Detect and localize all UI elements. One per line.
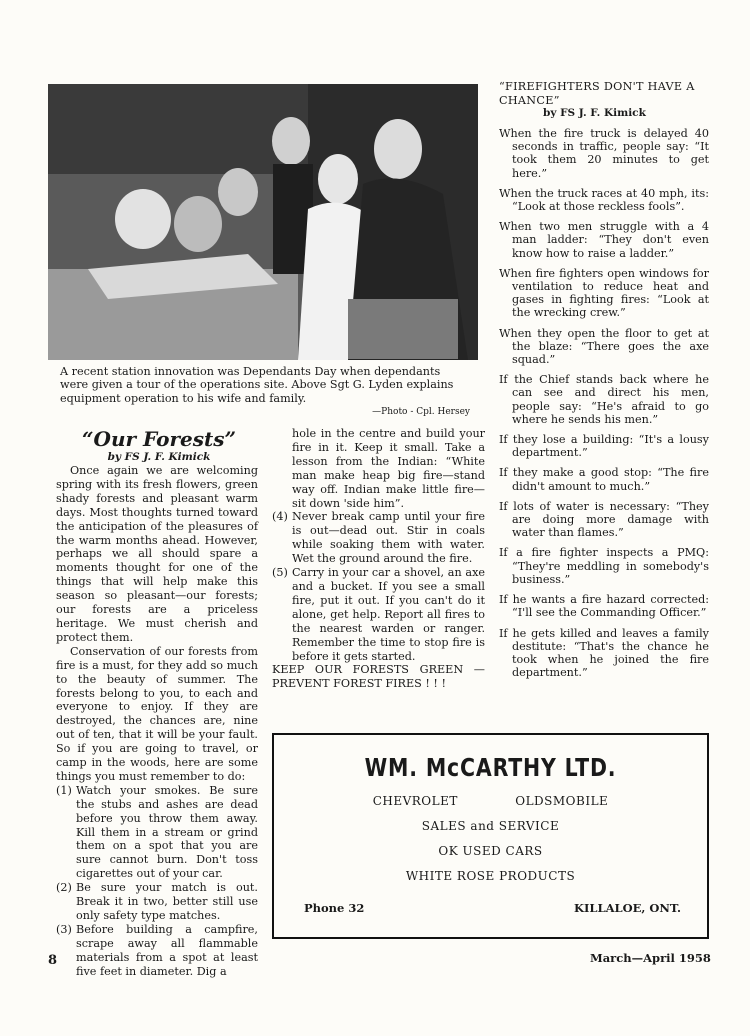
- forests-paragraph-1: Once again we are welcoming spring with its fresh flowers, green shady forests and pleasant warm days. Most thoughts turned toward the anticipation of the pleasures of the warm months ahead. However, perhaps we all should spare a moments thought for one of the things that will help make this season so pleasant—our forests; our forests are a priceless heritage. We must cherish and protect them.: [56, 464, 258, 644]
- forests-heading: [48, 427, 270, 464]
- photo-illustration: [48, 84, 478, 360]
- item-number: (4): [272, 510, 288, 524]
- firefighters-article: [499, 80, 709, 686]
- forests-continuation: hole in the centre and build your fire in it. Keep it small. Take a lesson from the Indian: “White man make heap big fire—stand way off. Indian make little fire—sit down 'side him”.: [292, 427, 485, 510]
- firefighters-item: When they open the floor to get at the blaze: “There goes the axe squad.”: [499, 326, 709, 367]
- item-number: (1): [56, 783, 72, 797]
- item-text: Be sure your match is out. Break it in two, better still use only safety type matches.: [76, 881, 258, 922]
- photo-credit: —Photo - Cpl. Hersey: [372, 407, 470, 418]
- forests-column-2: [272, 427, 485, 691]
- firefighters-byline: by FS J. F. Kimick: [543, 107, 646, 119]
- firefighters-item: If a fire fighter inspects a PMQ: “They're meddling in somebody's business.”: [499, 546, 709, 586]
- dependants-day-photo: [48, 84, 478, 360]
- ad-location: KILLALOE, ONT.: [574, 901, 681, 915]
- forests-slogan: KEEP OUR FORESTS GREEN — PREVENT FOREST FIRES ! ! !: [272, 663, 485, 691]
- forests-byline: by FS J. F. Kimick: [107, 451, 211, 463]
- firefighters-item: If he gets killed and leaves a family destitute: “That's the chance he took when he joined the fire department.”: [499, 626, 709, 680]
- ad-model-oldsmobile: OLDSMOBILE: [515, 794, 609, 808]
- firefighters-item: If the Chief stands back where he can see and direct his men, people say: “He's afraid to go where he sends his men.”: [499, 373, 709, 426]
- firefighters-item: When the truck races at 40 mph, its: “Look at those reckless fools”.: [499, 186, 709, 214]
- item-text: Watch your smokes. Be sure the stubs and ashes are dead before you throw them away. Kill them in a stream or grind them on a spot that you are sure cannot burn. Don't toss cigarettes out of your car.: [76, 783, 258, 881]
- firefighters-item: If they lose a building: “It's a lousy department.”: [499, 433, 709, 460]
- ad-sales-service: SALES and SERVICE: [421, 819, 560, 833]
- ad-model-chevrolet: CHEVROLET: [372, 794, 458, 808]
- issue-date: March—April 1958: [590, 951, 711, 965]
- ad-models: [274, 794, 707, 808]
- ad-white-rose: WHITE ROSE PRODUCTS: [405, 869, 576, 883]
- item-text: Never break camp until your fire is out—dead out. Stir in coals while soaking them with water. Wet the ground around the fire.: [292, 510, 485, 566]
- forests-column-1: [56, 464, 258, 979]
- item-number: (2): [56, 881, 72, 895]
- forests-item: [272, 510, 485, 566]
- forests-item: [56, 881, 258, 923]
- firefighters-item: If he wants a fire hazard corrected: “I'll see the Commanding Officer.”: [499, 593, 709, 620]
- firefighters-item: When fire fighters open windows for ventilation to reduce heat and gases in fighting fires: “Look at the wrecking crew.”: [499, 266, 709, 320]
- firefighters-item: When two men struggle with a 4 man ladder: “They don't even know how to raise a ladder.”: [499, 220, 709, 260]
- mccarthy-advertisement: [272, 733, 709, 939]
- item-number: (3): [56, 922, 72, 936]
- ad-phone: Phone 32: [304, 901, 365, 915]
- forests-paragraph-2: Conservation of our forests from fire is a must, for they add so much to the beauty of summer. The forests belong to you, to each and everyone to enjoy. If they are destroyed, the chances are, nine out of ten, that it will be your fault. So if you are going to travel, or camp in the woods, here are some things you must remember to do:: [56, 644, 258, 783]
- page-number: 8: [48, 953, 58, 968]
- firefighters-item: If lots of water is necessary: “They are doing more damage with water than flames.”: [499, 499, 709, 540]
- photo-caption: [60, 365, 470, 420]
- forests-item: [56, 923, 258, 979]
- forests-item: [56, 784, 258, 881]
- firefighters-item: If they make a good stop: “The fire didn't amount to much.”: [499, 466, 709, 493]
- item-text: Before building a campfire, scrape away all flammable materials from a spot at least five feet in diameter. Dig a: [76, 922, 258, 978]
- item-number: (5): [272, 566, 288, 580]
- ad-footer: [304, 901, 681, 915]
- firefighters-title: “FIREFIGHTERS DON'T HAVE A CHANCE”: [499, 80, 695, 107]
- ad-used-cars: OK USED CARS: [438, 844, 543, 858]
- item-text: Carry in your car a shovel, an axe and a bucket. If you see a small fire, put it out. If you can't do it alone, get help. Report all fires to the nearest warden or ranger. Remember the time to stop fire is before it gets started.: [292, 566, 485, 663]
- ad-business-name: WM. McCARTHY LTD.: [364, 753, 617, 782]
- caption-text: A recent station innovation was Dependants Day when dependants were given a tour of the operations site. Above Sgt G. Lyden explains equipment operation to his wife and family.: [60, 365, 454, 405]
- firefighters-item: When the fire truck is delayed 40 seconds in traffic, people say: “It took them 20 minutes to get here.”: [499, 127, 709, 180]
- forests-title: “Our Forests”: [82, 427, 236, 451]
- forests-item: [272, 566, 485, 663]
